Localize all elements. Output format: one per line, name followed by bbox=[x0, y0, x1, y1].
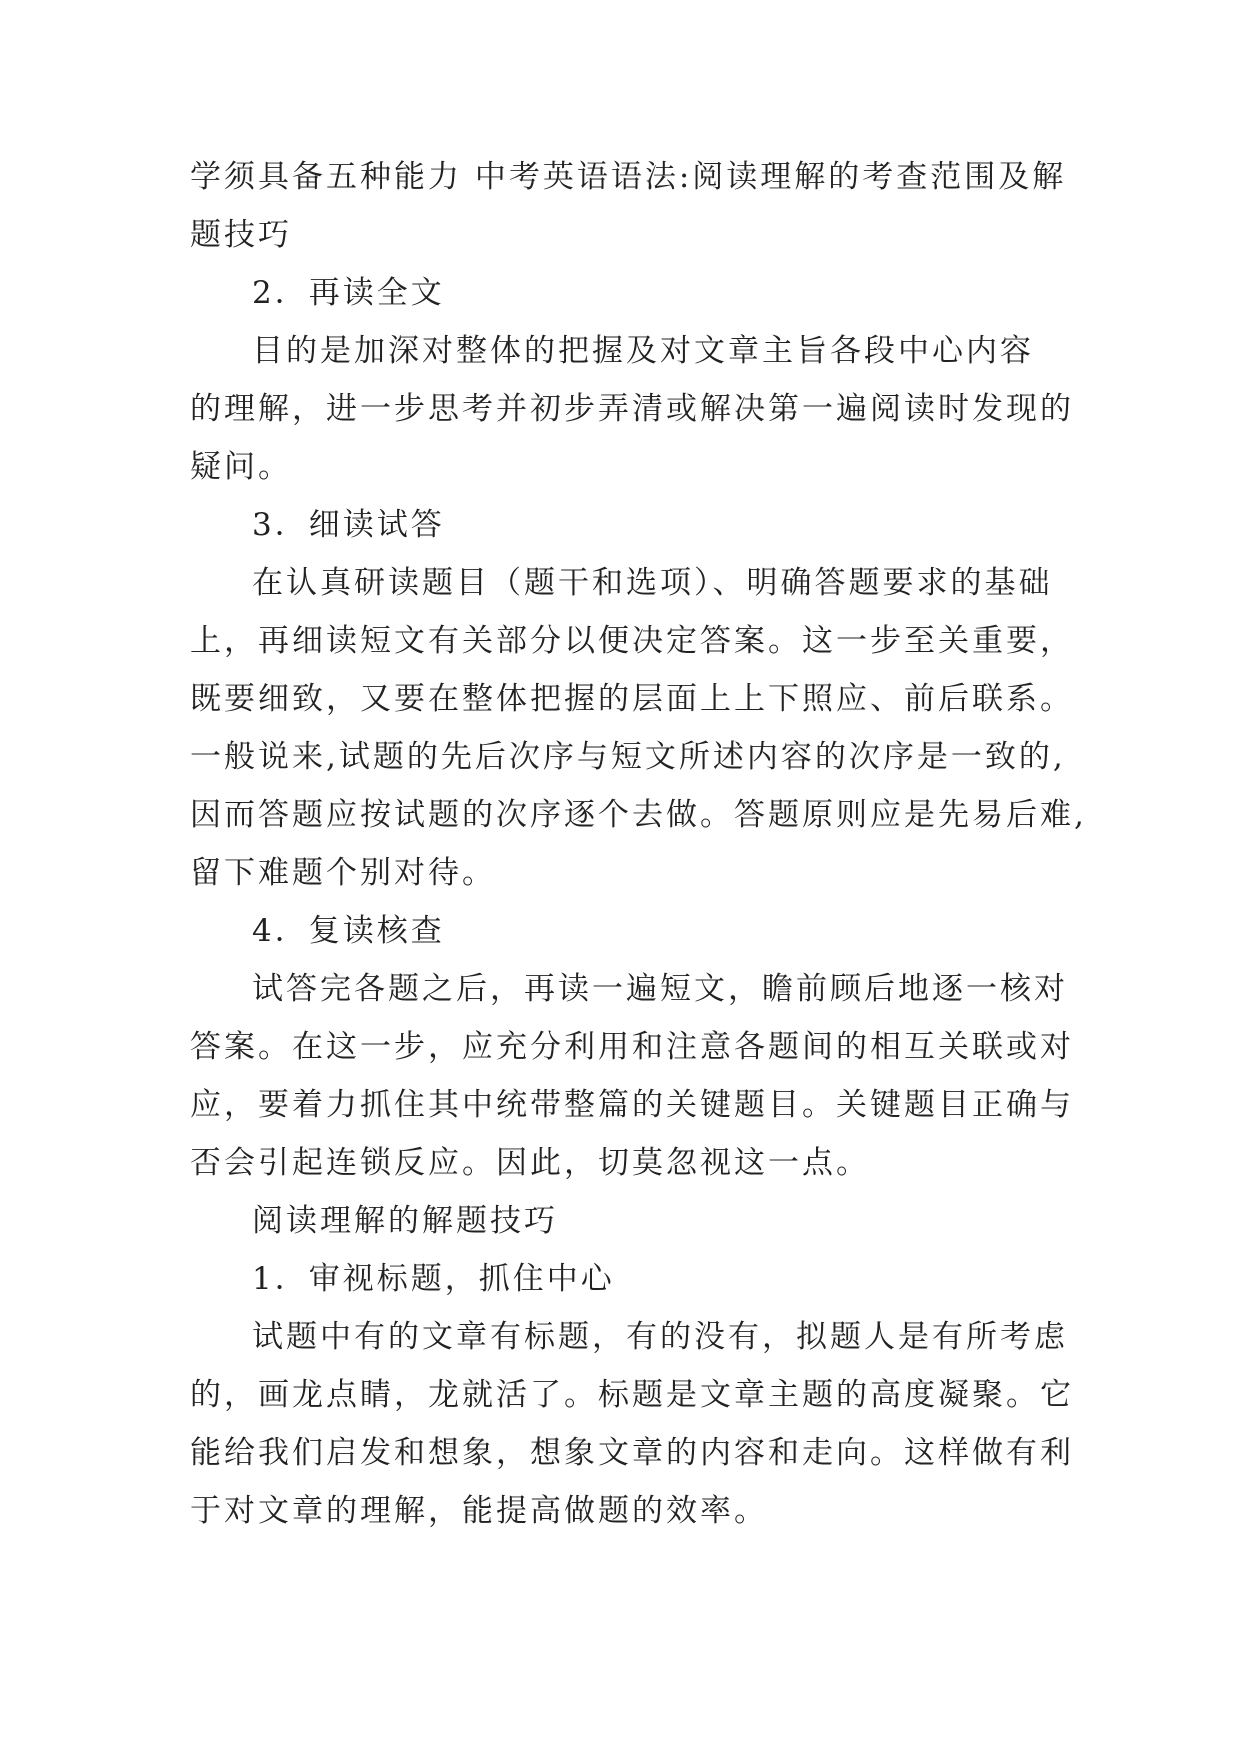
paragraph-line: 于对文章的理解，能提高做题的效率。 bbox=[190, 1493, 768, 1529]
section-heading: 1．审视标题，抓住中心 bbox=[252, 1261, 615, 1297]
paragraph-line: 的理解，进一步思考并初步弄清或解决第一遍阅读时发现的 bbox=[190, 391, 1074, 427]
paragraph-line: 因而答题应按试题的次序逐个去做。答题原则应是先易后难, bbox=[190, 797, 1087, 833]
paragraph-line: 试题中有的文章有标题，有的没有，拟题人是有所考虑 bbox=[252, 1319, 1068, 1355]
section-heading: 3．细读试答 bbox=[252, 507, 445, 543]
paragraph-line: 既要细致，又要在整体把握的层面上上下照应、前后联系。 bbox=[190, 681, 1074, 717]
paragraph-line: 上，再细读短文有关部分以便决定答案。这一步至关重要， bbox=[190, 623, 1074, 659]
paragraph-line: 试答完各题之后，再读一遍短文，瞻前顾后地逐一核对 bbox=[252, 971, 1068, 1007]
paragraph-line: 留下难题个别对待。 bbox=[190, 855, 496, 891]
section-heading: 4．复读核查 bbox=[252, 913, 445, 949]
paragraph-line: 一般说来,试题的先后次序与短文所述内容的次序是一致的, bbox=[190, 739, 1066, 775]
paragraph-line: 否会引起连锁反应。因此，切莫忽视这一点。 bbox=[190, 1145, 870, 1181]
paragraph-line: 应，要着力抓住其中统带整篇的关键题目。关键题目正确与 bbox=[190, 1087, 1074, 1123]
section-title: 阅读理解的解题技巧 bbox=[252, 1203, 558, 1239]
paragraph-line: 目的是加深对整体的把握及对文章主旨各段中心内容 bbox=[252, 333, 1034, 369]
section-heading: 2．再读全文 bbox=[252, 275, 445, 311]
paragraph-line: 的，画龙点睛，龙就活了。标题是文章主题的高度凝聚。它 bbox=[190, 1377, 1074, 1413]
paragraph-line: 能给我们启发和想象，想象文章的内容和走向。这样做有利 bbox=[190, 1435, 1074, 1471]
paragraph-line: 学须具备五种能力 中考英语语法:阅读理解的考查范围及解 bbox=[190, 159, 1067, 195]
paragraph-line: 疑问。 bbox=[190, 449, 292, 485]
paragraph-line: 答案。在这一步，应充分利用和注意各题间的相互关联或对 bbox=[190, 1029, 1074, 1065]
paragraph-line: 题技巧 bbox=[190, 217, 292, 253]
paragraph-line: 在认真研读题目（题干和选项）、明确答题要求的基础 bbox=[252, 565, 1053, 601]
